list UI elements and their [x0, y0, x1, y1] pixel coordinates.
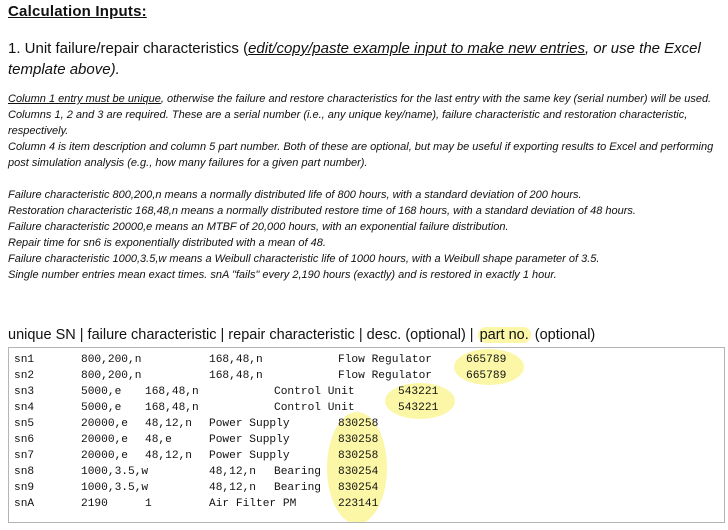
- input-row: [14, 448, 714, 464]
- note-unique-key-emphasis: Column 1 entry must be unique: [8, 93, 161, 105]
- note-exponential-repair: Repair time for sn6 is exponentially distributed with a mean of 48.: [8, 237, 326, 249]
- cell-part: 543221: [398, 402, 439, 414]
- cell-fail: 800,200,n: [81, 370, 142, 382]
- part-no-header: part no.: [479, 327, 529, 343]
- cell-part: 830258: [338, 450, 379, 462]
- input-row: [14, 368, 714, 384]
- cell-fail: 20000,e: [81, 450, 128, 462]
- note-optional-columns: Column 4 is item description and column 5 part number. Both of these are optional, but may be useful if exporting results to Excel and performing post simulation analysis (e.g., how many failures for a given part number).: [8, 141, 714, 169]
- cell-part: 830254: [338, 466, 379, 478]
- cell-fail: 1000,3.5,w: [81, 482, 149, 494]
- cell-desc: Power Supply: [209, 434, 290, 446]
- instructions-notes: [8, 91, 720, 283]
- cell-desc: Control Unit: [274, 386, 355, 398]
- cell-fail: 5000,e: [81, 386, 122, 398]
- unit-input-textarea[interactable]: [8, 347, 725, 523]
- cell-repair: 48,12,n: [145, 418, 192, 430]
- cell-fail: 1000,3.5,w: [81, 466, 149, 478]
- cell-part: 543221: [398, 386, 439, 398]
- cell-fail: 2190: [81, 498, 108, 510]
- input-row: [14, 496, 714, 512]
- cell-desc: Air Filter PM: [209, 498, 297, 510]
- cell-fail: 800,200,n: [81, 354, 142, 366]
- section-heading-suffix: , or use the Excel template above).: [8, 40, 701, 78]
- cell-desc: Flow Regulator: [338, 354, 432, 366]
- input-row: [14, 432, 714, 448]
- cell-desc: Flow Regulator: [338, 370, 432, 382]
- cell-repair: 48,e: [145, 434, 172, 446]
- section-heading: [8, 38, 720, 80]
- cell-part: 665789: [466, 354, 507, 366]
- cell-repair: 48,12,n: [209, 466, 256, 478]
- section-heading-prefix: 1. Unit failure/repair characteristics (: [8, 40, 249, 57]
- cell-sn: sn8: [14, 466, 35, 478]
- input-row: [14, 352, 714, 368]
- cell-repair: 1: [145, 498, 152, 510]
- cell-part: 830258: [338, 418, 379, 430]
- note-normal-restore: Restoration characteristic 168,48,n means a normally distributed restore time of 168 hours, with a standard deviation of 48 hours.: [8, 205, 636, 217]
- note-unique-key-text: , otherwise the failure and restore characteristics for the last entry with the same key (serial number) will be used.: [160, 93, 712, 105]
- cell-sn: sn5: [14, 418, 35, 430]
- cell-desc: Power Supply: [209, 418, 290, 430]
- cell-sn: sn3: [14, 386, 35, 398]
- cell-sn: sn6: [14, 434, 35, 446]
- note-required-columns: Columns 1, 2 and 3 are required. These are a serial number (i.e., any unique key/name), failure characteristic and restoration characteristic, respectively.: [8, 109, 688, 137]
- cell-repair: 48,12,n: [145, 450, 192, 462]
- input-row: [14, 400, 714, 416]
- note-exponential-failure: Failure characteristic 20000,e means an MTBF of 20,000 hours, with an exponential failure distribution.: [8, 221, 509, 233]
- column-header-row: [8, 327, 720, 343]
- column-header-text: unique SN | failure characteristic | repair characteristic | desc. (optional) |: [8, 327, 478, 343]
- cell-repair: 168,48,n: [145, 402, 199, 414]
- note-exact-times: Single number entries mean exact times. snA "fails" every 2,190 hours (exactly) and is restored in exactly 1 hour.: [8, 269, 557, 281]
- cell-desc: Control Unit: [274, 402, 355, 414]
- cell-sn: sn4: [14, 402, 35, 414]
- input-row: [14, 384, 714, 400]
- cell-fail: 20000,e: [81, 434, 128, 446]
- cell-desc: Bearing: [274, 466, 321, 478]
- cell-part: 223141: [338, 498, 379, 510]
- cell-part: 830254: [338, 482, 379, 494]
- input-row: [14, 416, 714, 432]
- cell-sn: sn2: [14, 370, 35, 382]
- column-header-optional: (optional): [530, 327, 596, 343]
- cell-sn: snA: [14, 498, 35, 510]
- page-title: Calculation Inputs:: [8, 3, 147, 20]
- cell-fail: 5000,e: [81, 402, 122, 414]
- input-row: [14, 464, 714, 480]
- input-row: [14, 480, 714, 496]
- cell-repair: 168,48,n: [209, 354, 263, 366]
- note-unique-key: [8, 91, 720, 107]
- edit-example-link[interactable]: edit/copy/paste example input to make new entries: [248, 40, 585, 57]
- note-normal-failure: Failure characteristic 800,200,n means a normally distributed life of 800 hours, with a standard deviation of 200 hours.: [8, 189, 582, 201]
- cell-fail: 20000,e: [81, 418, 128, 430]
- cell-sn: sn7: [14, 450, 35, 462]
- cell-desc: Power Supply: [209, 450, 290, 462]
- cell-sn: sn9: [14, 482, 35, 494]
- cell-sn: sn1: [14, 354, 35, 366]
- note-weibull-failure: Failure characteristic 1000,3.5,w means a Weibull characteristic life of 1000 hours, with a Weibull shape parameter of 3.5.: [8, 253, 600, 265]
- cell-repair: 168,48,n: [145, 386, 199, 398]
- cell-repair: 48,12,n: [209, 482, 256, 494]
- cell-part: 830258: [338, 434, 379, 446]
- cell-desc: Bearing: [274, 482, 321, 494]
- cell-repair: 168,48,n: [209, 370, 263, 382]
- cell-part: 665789: [466, 370, 507, 382]
